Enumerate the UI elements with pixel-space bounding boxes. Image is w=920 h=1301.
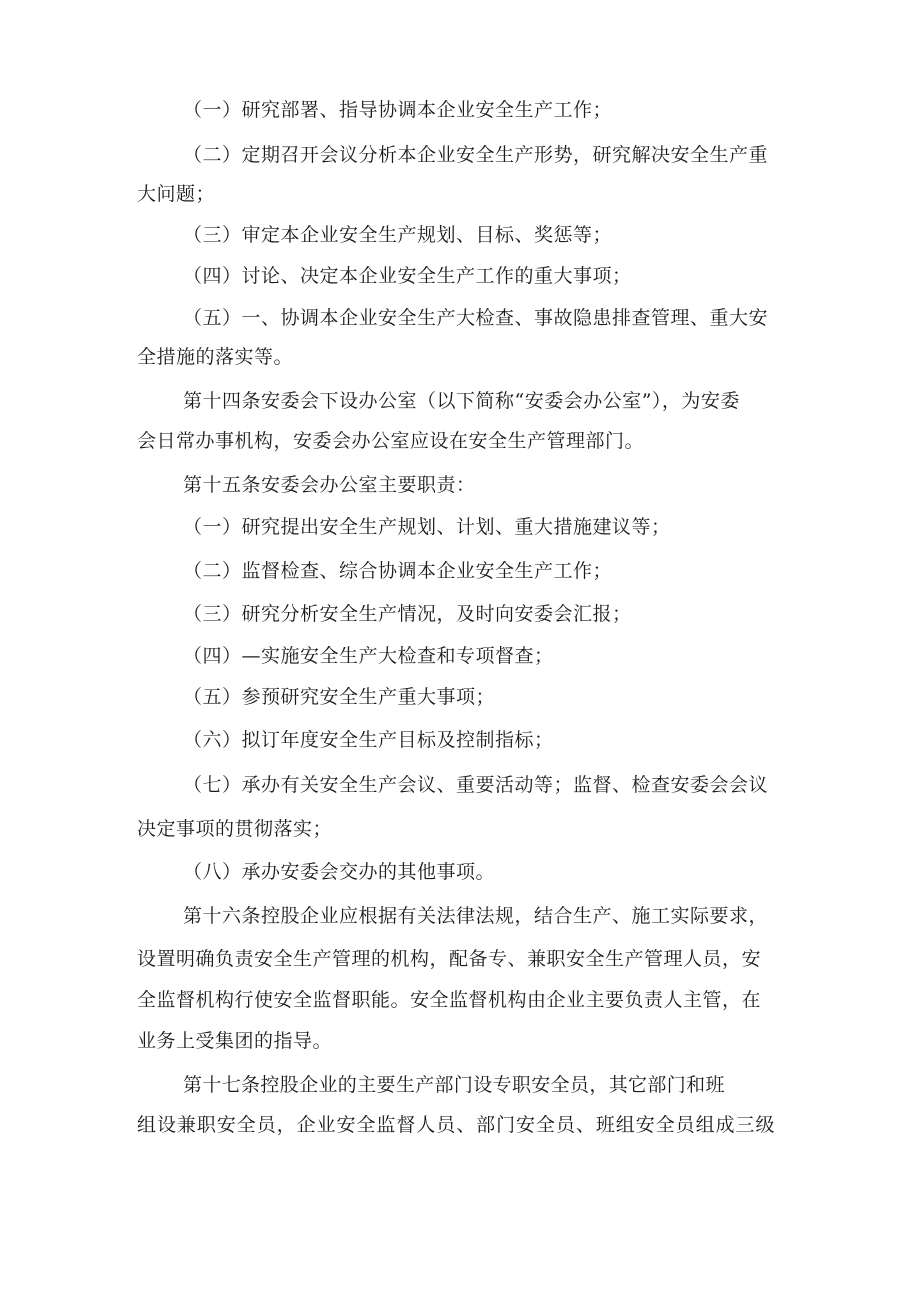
text-line: （五）参预研究安全生产重大事项； xyxy=(183,686,496,708)
text-line: （四）讨论、决定本企业安全生产工作的重大事项； xyxy=(183,265,632,287)
text-line: （一）研究提出安全生产规划、计划、重大措施建议等； xyxy=(183,516,671,538)
text-line: 组设兼职安全员，企业安全监督人员、部门安全员、班组安全员组成三级 xyxy=(137,1114,776,1136)
text-line: 业务上受集团的指导。 xyxy=(137,1030,333,1052)
text-line: （八）承办安委会交办的其他事项。 xyxy=(183,861,496,883)
text-line: （四）—实施安全生产大检查和专项督查； xyxy=(183,645,554,667)
text-line: （六）拟订年度安全生产目标及控制指标； xyxy=(183,729,554,751)
text-line: （一）研究部署、指导协调本企业安全生产工作； xyxy=(183,99,613,121)
text-line: 第十六条控股企业应根据有关法律法规，结合生产、施工实际要求， xyxy=(183,905,769,927)
text-line: 第十五条安委会办公室主要职责： xyxy=(183,474,476,496)
text-line: 全措施的落实等。 xyxy=(137,346,294,368)
text-line: 会日常办事机构，安委会办公室应设在安全生产管理部门。 xyxy=(137,430,645,452)
text-line: （二）定期召开会议分析本企业安全生产形势，研究解决安全生产重 xyxy=(183,144,769,166)
text-line: 决定事项的贯彻落实； xyxy=(137,818,333,840)
text-line: （二）监督检查、综合协调本企业安全生产工作； xyxy=(183,560,613,582)
text-line: （五）一、协调本企业安全生产大检查、事故隐患排查管理、重大安 xyxy=(183,307,769,329)
text-line: 第十七条控股企业的主要生产部门设专职安全员，其它部门和班 xyxy=(183,1074,725,1096)
text-line: （三）审定本企业安全生产规划、目标、奖惩等； xyxy=(183,224,613,246)
text-line: （三）研究分析安全生产情况，及时向安委会汇报； xyxy=(183,603,632,625)
text-line: 设置明确负责安全生产管理的机构，配备专、兼职安全生产管理人员，安 xyxy=(137,948,762,970)
text-line: 第十四条安委会下设办公室（以下简称“安委会办公室”），为安委 xyxy=(183,390,740,412)
text-line: 全监督机构行使安全监督职能。安全监督机构由企业主要负责人主管，在 xyxy=(137,989,762,1011)
text-line: 大问题； xyxy=(137,183,216,205)
text-line: （七）承办有关安全生产会议、重要活动等；监督、检查安委会会议 xyxy=(183,774,769,796)
